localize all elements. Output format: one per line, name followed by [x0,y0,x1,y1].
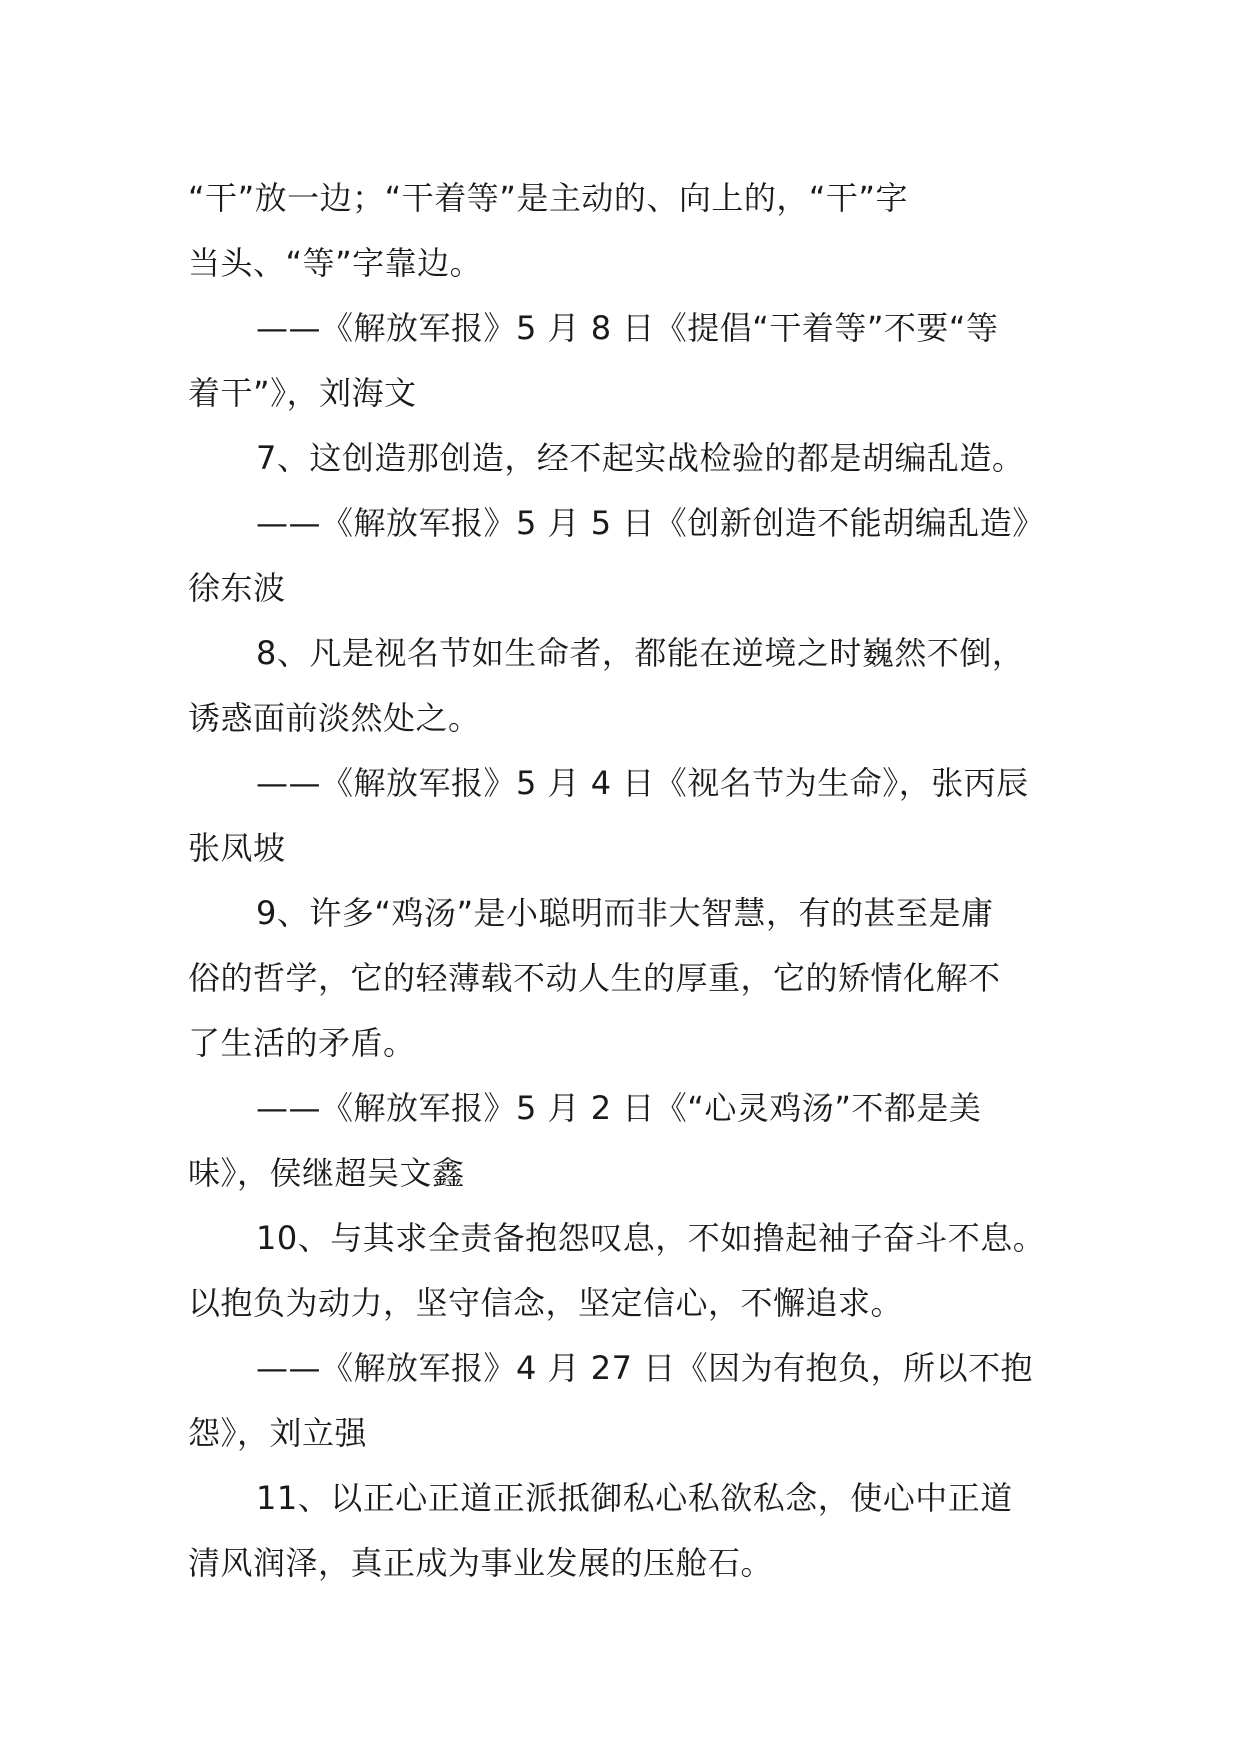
text-line-2: 当头、“等”字靠边。 [188,244,483,282]
text-line-4: 着干”》，刘海文 [188,374,417,412]
text-line-20: 怨》，刘立强 [188,1414,368,1452]
text-line-19: ——《解放军报》4 月 27 日《因为有抱负，所以不抱 [256,1349,1034,1387]
text-line-9: 诱惑面前淡然处之。 [188,699,481,737]
text-line-11: 张凤坡 [188,829,286,867]
text-line-15: ——《解放军报》5 月 2 日《“心灵鸡汤”不都是美 [256,1089,982,1127]
text-line-10: ——《解放军报》5 月 4 日《视名节为生命》，张丙辰 [256,764,1029,802]
text-line-13: 俗的哲学，它的轻薄载不动人生的厚重，它的矫情化解不 [188,959,1001,997]
text-line-14: 了生活的矛盾。 [188,1024,416,1062]
text-line-7: 徐东波 [188,569,286,607]
text-line-22: 清风润泽，真正成为事业发展的压舱石。 [188,1544,774,1582]
text-line-17: 10、与其求全责备抱怨叹息，不如撸起袖子奋斗不息。 [256,1219,1046,1257]
text-line-21: 11、以正心正道正派抵御私心私欲私念，使心中正道 [256,1479,1013,1517]
text-line-1: “干”放一边；“干着等”是主动的、向上的，“干”字 [188,179,908,217]
text-line-8: 8、凡是视名节如生命者，都能在逆境之时巍然不倒， [256,634,1025,672]
text-line-18: 以抱负为动力，坚守信念，坚定信心，不懈追求。 [188,1284,904,1322]
text-line-12: 9、许多“鸡汤”是小聪明而非大智慧，有的甚至是庸 [256,894,994,932]
text-line-6: ——《解放军报》5 月 5 日《创新创造不能胡编乱造》 [256,504,1045,542]
text-line-16: 味》，侯继超吴文鑫 [188,1154,465,1192]
body-text [188,166,1068,1596]
text-line-5: 7、这创造那创造，经不起实战检验的都是胡编乱造。 [256,439,1025,477]
text-line-3: ——《解放军报》5 月 8 日《提倡“干着等”不要“等 [256,309,999,347]
